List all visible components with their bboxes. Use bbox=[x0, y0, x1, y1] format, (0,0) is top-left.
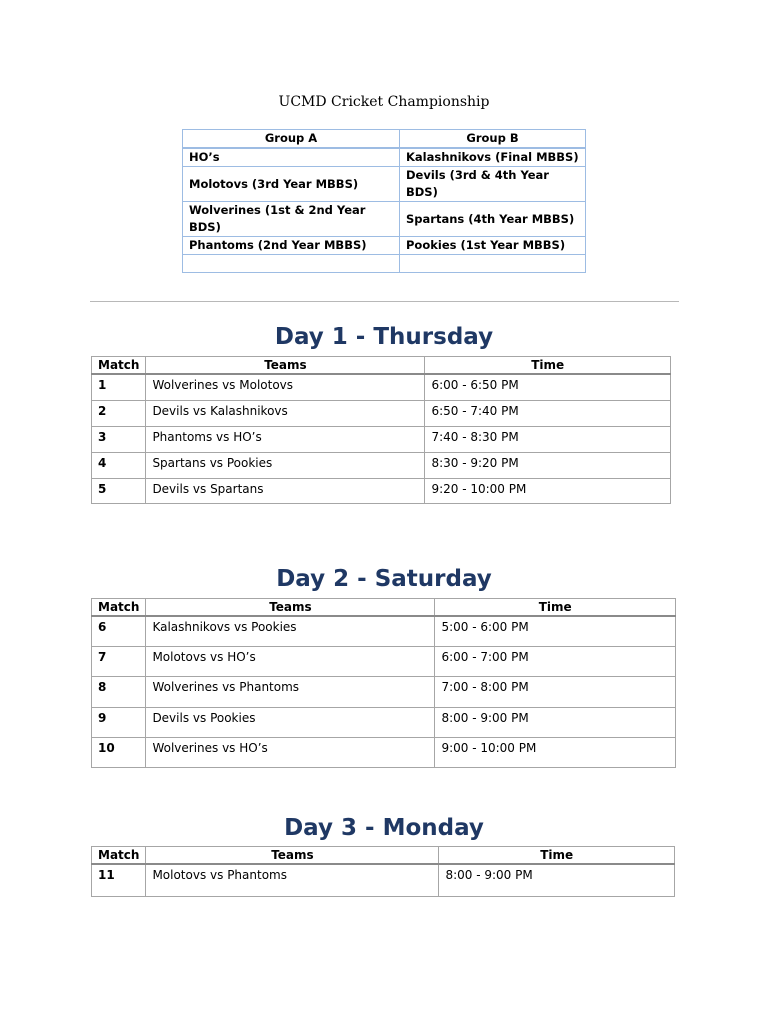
match-time: 8:30 - 9:20 PM bbox=[425, 452, 671, 478]
match-time: 9:20 - 10:00 PM bbox=[425, 478, 671, 503]
group-a-header: Group A bbox=[183, 130, 400, 149]
groups-row bbox=[183, 237, 586, 255]
match-row bbox=[92, 616, 676, 646]
match-row bbox=[92, 707, 676, 737]
match-number: 2 bbox=[92, 400, 146, 426]
match-teams: Wolverines vs HO’s bbox=[146, 737, 435, 767]
day-1-schedule-table bbox=[91, 356, 671, 504]
groups-row bbox=[183, 167, 586, 202]
group-b-team bbox=[400, 255, 586, 273]
match-time: 7:40 - 8:30 PM bbox=[425, 426, 671, 452]
group-b-team: Spartans (4th Year MBBS) bbox=[400, 202, 586, 237]
match-number: 6 bbox=[92, 616, 146, 646]
day-2-heading: Day 2 - Saturday bbox=[276, 566, 492, 592]
group-b-team: Pookies (1st Year MBBS) bbox=[400, 237, 586, 255]
schedule-header-row bbox=[92, 357, 671, 375]
match-teams: Devils vs Pookies bbox=[146, 707, 435, 737]
match-number: 1 bbox=[92, 374, 146, 400]
match-number: 7 bbox=[92, 646, 146, 676]
match-number: 10 bbox=[92, 737, 146, 767]
match-number: 9 bbox=[92, 707, 146, 737]
teams-column-header: Teams bbox=[146, 357, 425, 375]
match-number: 3 bbox=[92, 426, 146, 452]
match-time: 6:00 - 7:00 PM bbox=[435, 646, 676, 676]
match-teams: Spartans vs Pookies bbox=[146, 452, 425, 478]
groups-header-row bbox=[183, 130, 586, 149]
group-a-team: HO’s bbox=[183, 148, 400, 167]
groups-row bbox=[183, 148, 586, 167]
horizontal-divider bbox=[90, 301, 679, 302]
match-time: 7:00 - 8:00 PM bbox=[435, 676, 676, 707]
match-row bbox=[92, 452, 671, 478]
match-column-header: Match bbox=[92, 357, 146, 375]
day-3-schedule-table bbox=[91, 846, 675, 897]
match-row bbox=[92, 676, 676, 707]
document-title: UCMD Cricket Championship bbox=[278, 94, 490, 110]
match-row bbox=[92, 400, 671, 426]
group-a-team: Wolverines (1st & 2nd Year BDS) bbox=[183, 202, 400, 237]
match-teams: Wolverines vs Phantoms bbox=[146, 676, 435, 707]
time-column-header: Time bbox=[439, 847, 675, 865]
day-2-schedule-table bbox=[91, 598, 676, 768]
match-teams: Molotovs vs Phantoms bbox=[146, 864, 439, 896]
match-time: 8:00 - 9:00 PM bbox=[435, 707, 676, 737]
group-a-team bbox=[183, 255, 400, 273]
match-teams: Kalashnikovs vs Pookies bbox=[146, 616, 435, 646]
match-row bbox=[92, 374, 671, 400]
match-row bbox=[92, 864, 675, 896]
teams-column-header: Teams bbox=[146, 599, 435, 617]
match-number: 5 bbox=[92, 478, 146, 503]
match-time: 9:00 - 10:00 PM bbox=[435, 737, 676, 767]
time-column-header: Time bbox=[425, 357, 671, 375]
schedule-header-row bbox=[92, 599, 676, 617]
match-number: 11 bbox=[92, 864, 146, 896]
groups-row bbox=[183, 202, 586, 237]
groups-table bbox=[182, 129, 586, 273]
match-teams: Devils vs Kalashnikovs bbox=[146, 400, 425, 426]
match-teams: Phantoms vs HO’s bbox=[146, 426, 425, 452]
group-a-team: Molotovs (3rd Year MBBS) bbox=[183, 167, 400, 202]
match-number: 8 bbox=[92, 676, 146, 707]
time-column-header: Time bbox=[435, 599, 676, 617]
match-time: 5:00 - 6:00 PM bbox=[435, 616, 676, 646]
day-3-heading: Day 3 - Monday bbox=[284, 815, 484, 841]
group-b-header: Group B bbox=[400, 130, 586, 149]
match-teams: Devils vs Spartans bbox=[146, 478, 425, 503]
match-row bbox=[92, 426, 671, 452]
match-number: 4 bbox=[92, 452, 146, 478]
match-teams: Molotovs vs HO’s bbox=[146, 646, 435, 676]
match-column-header: Match bbox=[92, 599, 146, 617]
groups-row-empty bbox=[183, 255, 586, 273]
group-a-team: Phantoms (2nd Year MBBS) bbox=[183, 237, 400, 255]
match-column-header: Match bbox=[92, 847, 146, 865]
match-time: 6:50 - 7:40 PM bbox=[425, 400, 671, 426]
group-b-team: Kalashnikovs (Final MBBS) bbox=[400, 148, 586, 167]
day-1-heading: Day 1 - Thursday bbox=[274, 324, 494, 350]
match-time: 8:00 - 9:00 PM bbox=[439, 864, 675, 896]
match-row bbox=[92, 646, 676, 676]
group-b-team: Devils (3rd & 4th Year BDS) bbox=[400, 167, 586, 202]
match-time: 6:00 - 6:50 PM bbox=[425, 374, 671, 400]
match-teams: Wolverines vs Molotovs bbox=[146, 374, 425, 400]
schedule-header-row bbox=[92, 847, 675, 865]
teams-column-header: Teams bbox=[146, 847, 439, 865]
match-row bbox=[92, 478, 671, 503]
match-row bbox=[92, 737, 676, 767]
